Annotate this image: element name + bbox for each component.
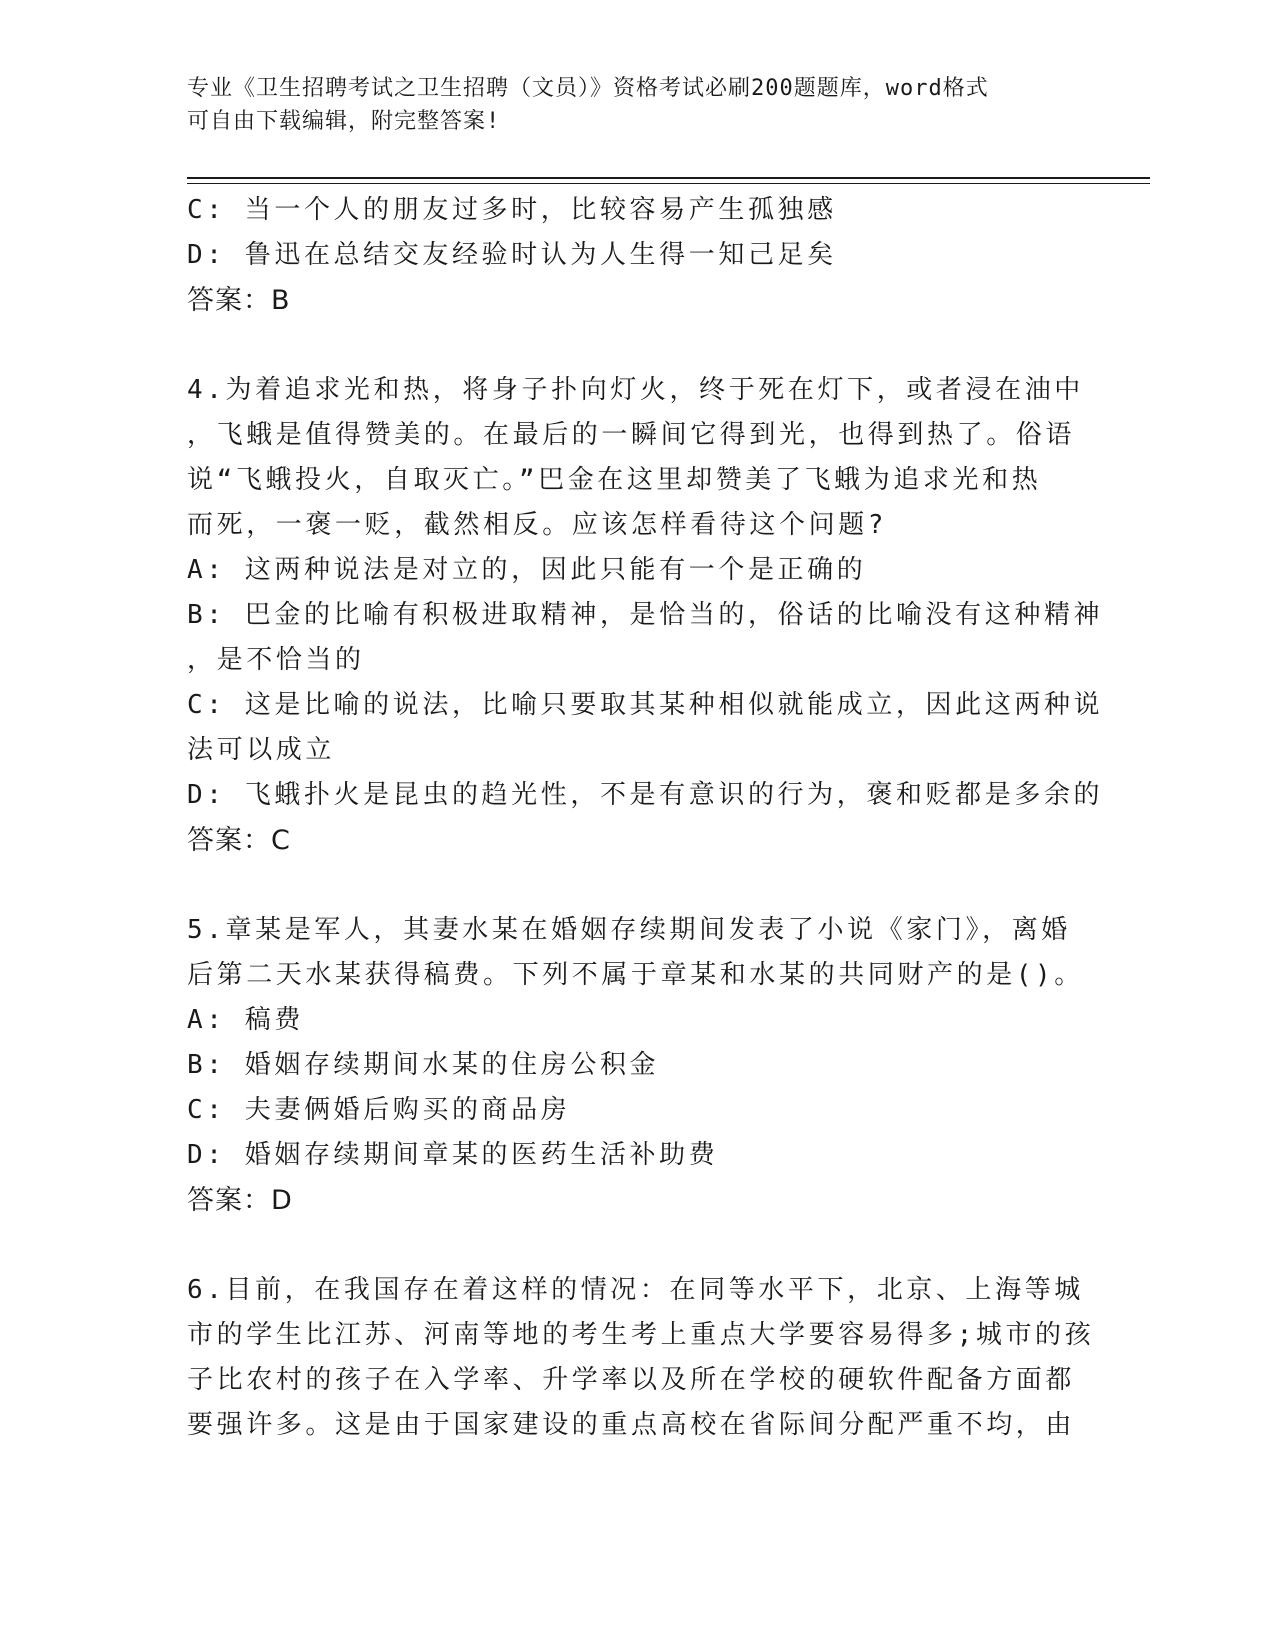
q6-stem-line: 要强许多。这是由于国家建设的重点高校在省际间分配严重不均，由 [187,1410,1076,1440]
q4-stem-line: 4.为着追求光和热，将身子扑向灯火，终于死在灯下，或者浸在油中 [187,375,1084,405]
q5-stem-line: 后第二天水某获得稿费。下列不属于章某和水某的共同财产的是()。 [187,960,1084,990]
q5-option-d: D: 婚姻存续期间章某的医药生活补助费 [187,1140,719,1170]
q6-stem-line: 子比农村的孩子在入学率、升学率以及所在学校的硬软件配备方面都 [187,1365,1076,1395]
q5-answer: 答案：D [187,1185,293,1216]
q5-option-b: B: 婚姻存续期间水某的住房公积金 [187,1050,660,1080]
q4-stem-line: 说“飞蛾投火，自取灭亡。”巴金在这里却赞美了飞蛾为追求光和热 [187,465,1042,495]
q5-stem-line: 5.章某是军人，其妻水某在婚姻存续期间发表了小说《家门》，离婚 [187,915,1071,945]
header-rule-thick [187,177,1150,179]
q4-option-b-continued: ，是不恰当的 [187,645,365,675]
document-header [187,72,1067,138]
q5-option-c: C: 夫妻俩婚后购买的商品房 [187,1095,571,1125]
spacer [187,1223,1087,1268]
question-4 [187,368,1104,863]
q4-stem-line: ，飞蛾是值得赞美的。在最后的一瞬间它得到光，也得到热了。俗语 [187,420,1076,450]
q3-answer: 答案：B [187,285,291,316]
question-3-tail [187,188,1087,323]
q6-stem-line: 市的学生比江苏、河南等地的考生考上重点大学要容易得多;城市的孩 [187,1320,1095,1350]
q3-option-d: D: 鲁迅在总结交友经验时认为人生得一知己足矣 [187,240,837,270]
q4-option-a: A: 这两种说法是对立的，因此只能有一个是正确的 [187,555,867,585]
spacer [187,323,1087,368]
question-5 [187,908,1087,1223]
q3-option-c: C: 当一个人的朋友过多时，比较容易产生孤独感 [187,195,837,225]
q4-option-b: B: 巴金的比喻有积极进取精神，是恰当的，俗话的比喻没有这种精神 [187,600,1104,630]
q4-option-c-continued: 法可以成立 [187,735,336,765]
header-title-line-2: 可自由下载编辑，附完整答案! [187,109,501,134]
spacer [187,863,1087,908]
q6-stem-line: 6.目前，在我国存在着这样的情况：在同等水平下，北京、上海等城 [187,1275,1084,1305]
header-title-line-1: 专业《卫生招聘考试之卫生招聘（文员）》资格考试必刷200题题库，word格式 [187,76,989,101]
q4-option-d: D: 飞蛾扑火是昆虫的趋光性，不是有意识的行为，褒和贬都是多余的 [187,780,1104,810]
q4-answer: 答案：C [187,825,291,856]
q5-option-a: A: 稿费 [187,1005,304,1035]
header-rule-thin [187,183,1150,184]
question-6 [187,1268,1095,1448]
q4-option-c: C: 这是比喻的说法，比喻只要取其某种相似就能成立，因此这两种说 [187,690,1104,720]
document-body [187,188,1104,1448]
q4-stem-line: 而死，一褒一贬，截然相反。应该怎样看待这个问题? [187,510,888,540]
